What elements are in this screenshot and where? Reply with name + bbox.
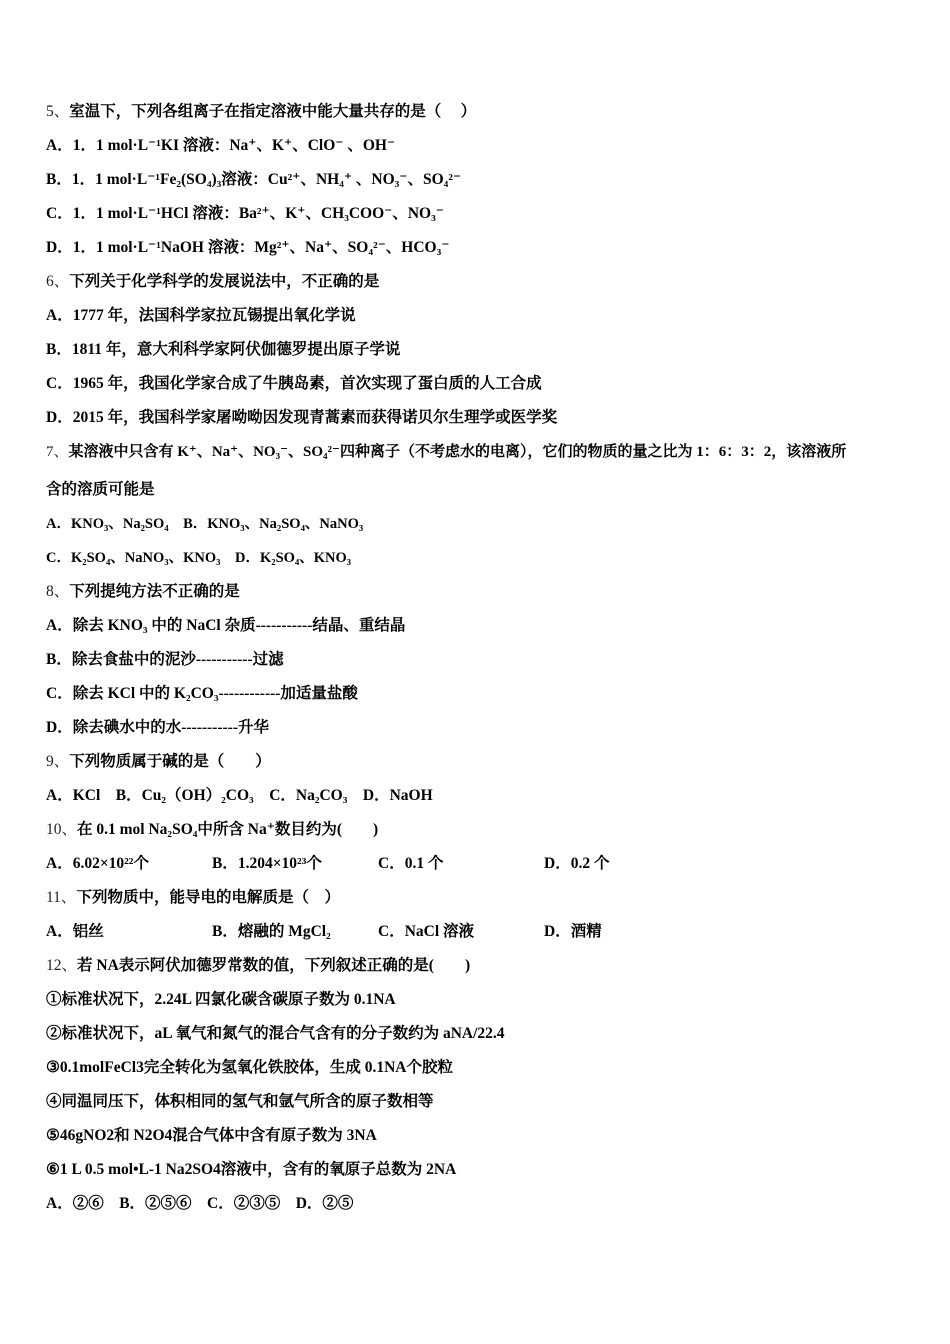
question-6-option-d: D．2015 年，我国科学家屠呦呦因发现青蒿素而获得诺贝尔生理学或医学奖 <box>46 409 558 426</box>
question-12-statement-5: ⑤46gNO2和 N2O4混合气体中含有原子数为 3NA <box>46 1127 377 1144</box>
question-10-stem: 10、在 0.1 mol Na₂SO₄中所含 Na⁺数目约为( ) <box>46 821 379 838</box>
question-8-option-d: D．除去碘水中的水-----------升华 <box>46 719 269 736</box>
question-7-options-cd: C．K₂SO₄、NaNO₃、KNO₃ D．K₂SO₄、KNO₃ <box>46 550 352 566</box>
question-12-options: A．②⑥ B．②⑤⑥ C．②③⑤ D．②⑤ <box>46 1195 354 1212</box>
question-11-stem: 11、下列物质中，能导电的电解质是（ ） <box>46 889 340 906</box>
question-5-option-c: C．1．1 mol·L⁻¹HCl 溶液：Ba²⁺、K⁺、CH₃COO⁻、NO₃⁻ <box>46 205 444 222</box>
question-11-option-a: A．铝丝 <box>46 923 104 940</box>
question-11-option-d: D．酒精 <box>544 923 602 940</box>
question-10-option-a: A．6.02×10²²个 <box>46 855 149 872</box>
question-7-stem-line-1: 7、某溶液中只含有 K⁺、Na⁺、NO₃⁻、SO₄²⁻四种离子（不考虑水的电离），它们的物质的量之比为 1：6：3：2，该溶液所 <box>46 444 847 460</box>
question-11-option-b: B．熔融的 MgCl₂ <box>212 923 331 940</box>
question-12-statement-3: ③0.1molFeCl3完全转化为氢氧化铁胶体，生成 0.1NA个胶粒 <box>46 1059 453 1076</box>
question-8-stem: 8、下列提纯方法不正确的是 <box>46 583 240 600</box>
question-11-options <box>46 922 602 942</box>
question-7-options-ab: A．KNO₃、Na₂SO₄ B．KNO₃、Na₂SO₄、NaNO₃ <box>46 516 364 532</box>
question-5-option-b: B．1．1 mol·L⁻¹Fe₂(SO₄)₃溶液：Cu²⁺、NH₄⁺ 、NO₃⁻、SO₄²⁻ <box>46 171 462 188</box>
question-8-option-b: B．除去食盐中的泥沙-----------过滤 <box>46 651 284 668</box>
question-10-option-b: B．1.204×10²³个 <box>212 855 322 872</box>
question-10-options <box>46 854 609 874</box>
question-6-option-c: C．1965 年，我国化学家合成了牛胰岛素，首次实现了蛋白质的人工合成 <box>46 375 542 392</box>
question-12-statement-4: ④同温同压下，体积相同的氢气和氩气所含的原子数相等 <box>46 1093 434 1110</box>
question-8-option-a: A．除去 KNO₃ 中的 NaCl 杂质-----------结晶、重结晶 <box>46 617 406 634</box>
question-5-option-a: A．1．1 mol·L⁻¹KI 溶液：Na⁺、K⁺、ClO⁻ 、OH⁻ <box>46 137 396 154</box>
question-5-stem: 5、室温下，下列各组离子在指定溶液中能大量共存的是（ ） <box>46 103 477 120</box>
question-6-option-b: B．1811 年，意大利科学家阿伏伽德罗提出原子学说 <box>46 341 401 358</box>
question-7-stem-line-2: 含的溶质可能是 <box>46 481 155 498</box>
question-10-option-d: D．0.2 个 <box>544 855 610 872</box>
question-9-stem: 9、下列物质属于碱的是（ ） <box>46 753 271 770</box>
question-10-option-c: C．0.1 个 <box>378 855 444 872</box>
question-5-option-d: D．1．1 mol·L⁻¹NaOH 溶液：Mg²⁺、Na⁺、SO₄²⁻、HCO₃⁻ <box>46 239 450 256</box>
question-6-stem: 6、下列关于化学科学的发展说法中，不正确的是 <box>46 273 380 290</box>
question-9-options: A．KCl B．Cu₂（OH）₂CO₃ C．Na₂CO₃ D．NaOH <box>46 787 433 804</box>
question-12-stem: 12、若 NA表示阿伏加德罗常数的值，下列叙述正确的是( ) <box>46 957 471 974</box>
question-12-statement-6: ⑥1 L 0.5 mol•L-1 Na2SO4溶液中，含有的氧原子总数为 2NA <box>46 1161 457 1178</box>
question-12-statement-2: ②标准状况下，aL 氧气和氮气的混合气含有的分子数约为 aNA/22.4 <box>46 1025 505 1042</box>
question-12-statement-1: ①标准状况下，2.24L 四氯化碳含碳原子数为 0.1NA <box>46 991 396 1008</box>
question-6-option-a: A．1777 年，法国科学家拉瓦锡提出氧化学说 <box>46 307 356 324</box>
question-8-option-c: C．除去 KCl 中的 K₂CO₃------------加适量盐酸 <box>46 685 358 702</box>
question-11-option-c: C．NaCl 溶液 <box>378 923 475 940</box>
